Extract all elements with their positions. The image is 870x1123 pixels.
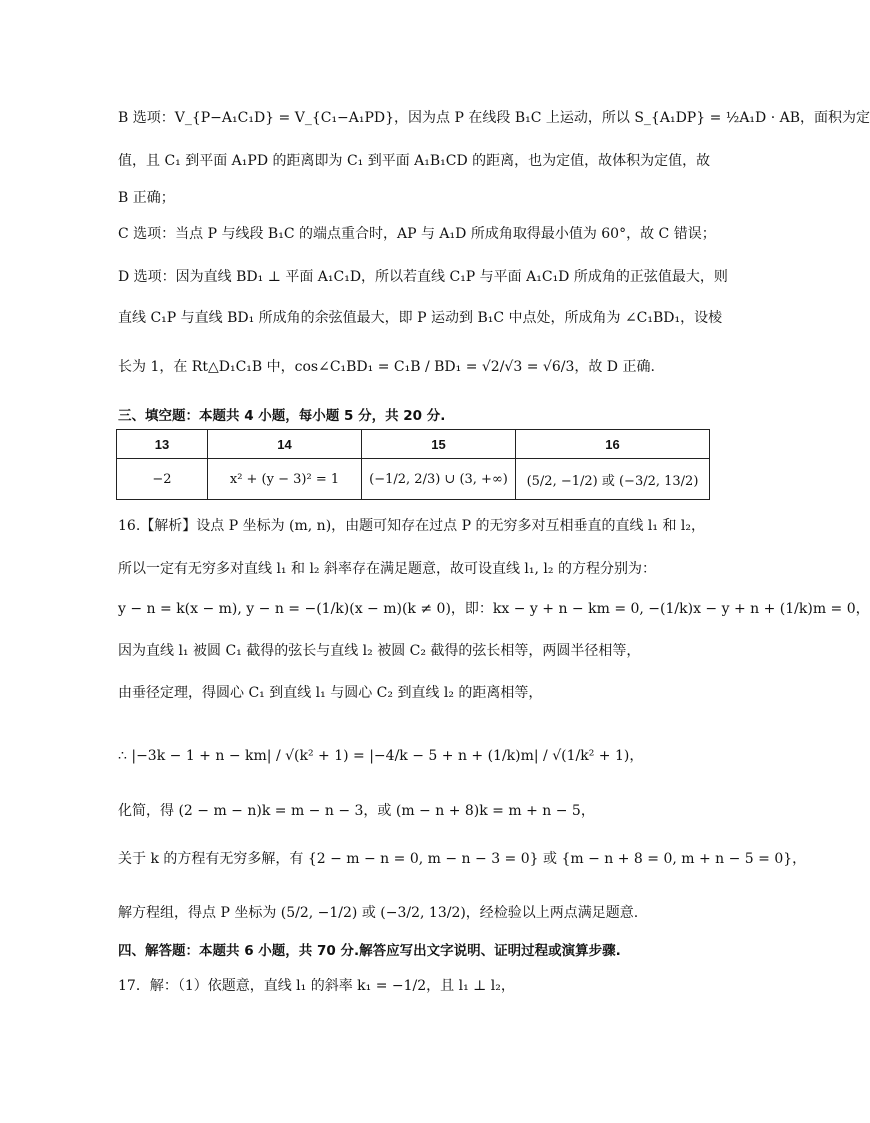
section-b-line-2: 值，且 C₁ 到平面 A₁PD 的距离即为 C₁ 到平面 A₁B₁CD 的距离，也为定值，故体积为定值，故 [118,153,711,169]
q16-line-3: y − n = k(x − m), y − n = −(1/k)(x − m)(k ≠ 0)，即：kx − y + n − km = 0, −(1/k)x − y + n + (1/k)m = 0， [118,601,870,617]
q16-line-2: 所以一定有无穷多对直线 l₁ 和 l₂ 斜率存在满足题意，故可设直线 l₁, l₂ 的方程分别为： [118,561,656,577]
answer-header-15: 15 [362,430,516,459]
section-d-line-3: 长为 1，在 Rt△D₁C₁B 中，cos∠C₁BD₁ = C₁B / BD₁ = √2/√3 = √6/3，故 D 正确. [118,359,655,375]
answer-header-13: 13 [117,430,208,459]
section-b-line-1: B 选项：V_{P−A₁C₁D} = V_{C₁−A₁PD}，因为点 P 在线段 B₁C 上运动，所以 S_{A₁DP} = ½A₁D · AB，面积为定 [118,110,870,126]
section-d-line-2: 直线 C₁P 与直线 BD₁ 所成角的余弦值最大，即 P 运动到 B₁C 中点处，所成角为 ∠C₁BD₁，设棱 [118,310,723,326]
q16-line-5: 由垂径定理，得圆心 C₁ 到直线 l₁ 与圆心 C₂ 到直线 l₂ 的距离相等， [118,685,543,701]
answer-header-14: 14 [208,430,362,459]
q16-line-9: 解方程组，得点 P 坐标为 (5/2, −1/2) 或 (−3/2, 13/2)，经检验以上两点满足题意. [118,905,639,921]
section-b-line-3: B 正确； [118,190,175,206]
answer-table-header-row [117,430,710,459]
q17-line-1: 17．解：（1）依题意，直线 l₁ 的斜率 k₁ = −1/2，且 l₁ ⊥ l₂， [118,978,515,994]
answer-13: −2 [117,459,208,500]
answer-table-row [117,459,710,500]
q16-line-8: 关于 k 的方程有无穷多解，有 {2 − m − n = 0, m − n − 3 = 0} 或 {m − n + 8 = 0, m + n − 5 = 0}， [118,851,807,867]
answer-14: x² + (y − 3)² = 1 [208,459,362,500]
answer-header-16: 16 [516,430,710,459]
q16-line-1: 16.【解析】设点 P 坐标为 (m, n)，由题可知存在过点 P 的无穷多对互相垂直的直线 l₁ 和 l₂， [118,518,705,534]
answer-section-heading: 四、解答题：本题共 6 小题，共 70 分.解答应写出文字说明、证明过程或演算步骤. [118,943,621,959]
section-d-line-1: D 选项：因为直线 BD₁ ⊥ 平面 A₁C₁D，所以若直线 C₁P 与平面 A₁C₁D 所成角的正弦值最大，则 [118,269,728,285]
answer-table [116,429,710,500]
q16-line-7: 化简，得 (2 − m − n)k = m − n − 3，或 (m − n + 8)k = m + n − 5， [118,803,595,819]
fill-section-heading: 三、填空题：本题共 4 小题，每小题 5 分，共 20 分. [118,408,446,424]
q16-line-6: ∴ |−3k − 1 + n − km| / √(k² + 1) = |−4/k − 5 + n + (1/k)m| / √(1/k² + 1)， [118,748,644,764]
section-c-line-1: C 选项：当点 P 与线段 B₁C 的端点重合时，AP 与 A₁D 所成角取得最小值为 60°，故 C 错误； [118,226,716,242]
answer-15: (−1/2, 2/3) ∪ (3, +∞) [362,459,516,500]
answer-16: (5/2, −1/2) 或 (−3/2, 13/2) [516,459,710,500]
q16-line-4: 因为直线 l₁ 被圆 C₁ 截得的弦长与直线 l₂ 被圆 C₂ 截得的弦长相等，两圆半径相等， [118,643,641,659]
